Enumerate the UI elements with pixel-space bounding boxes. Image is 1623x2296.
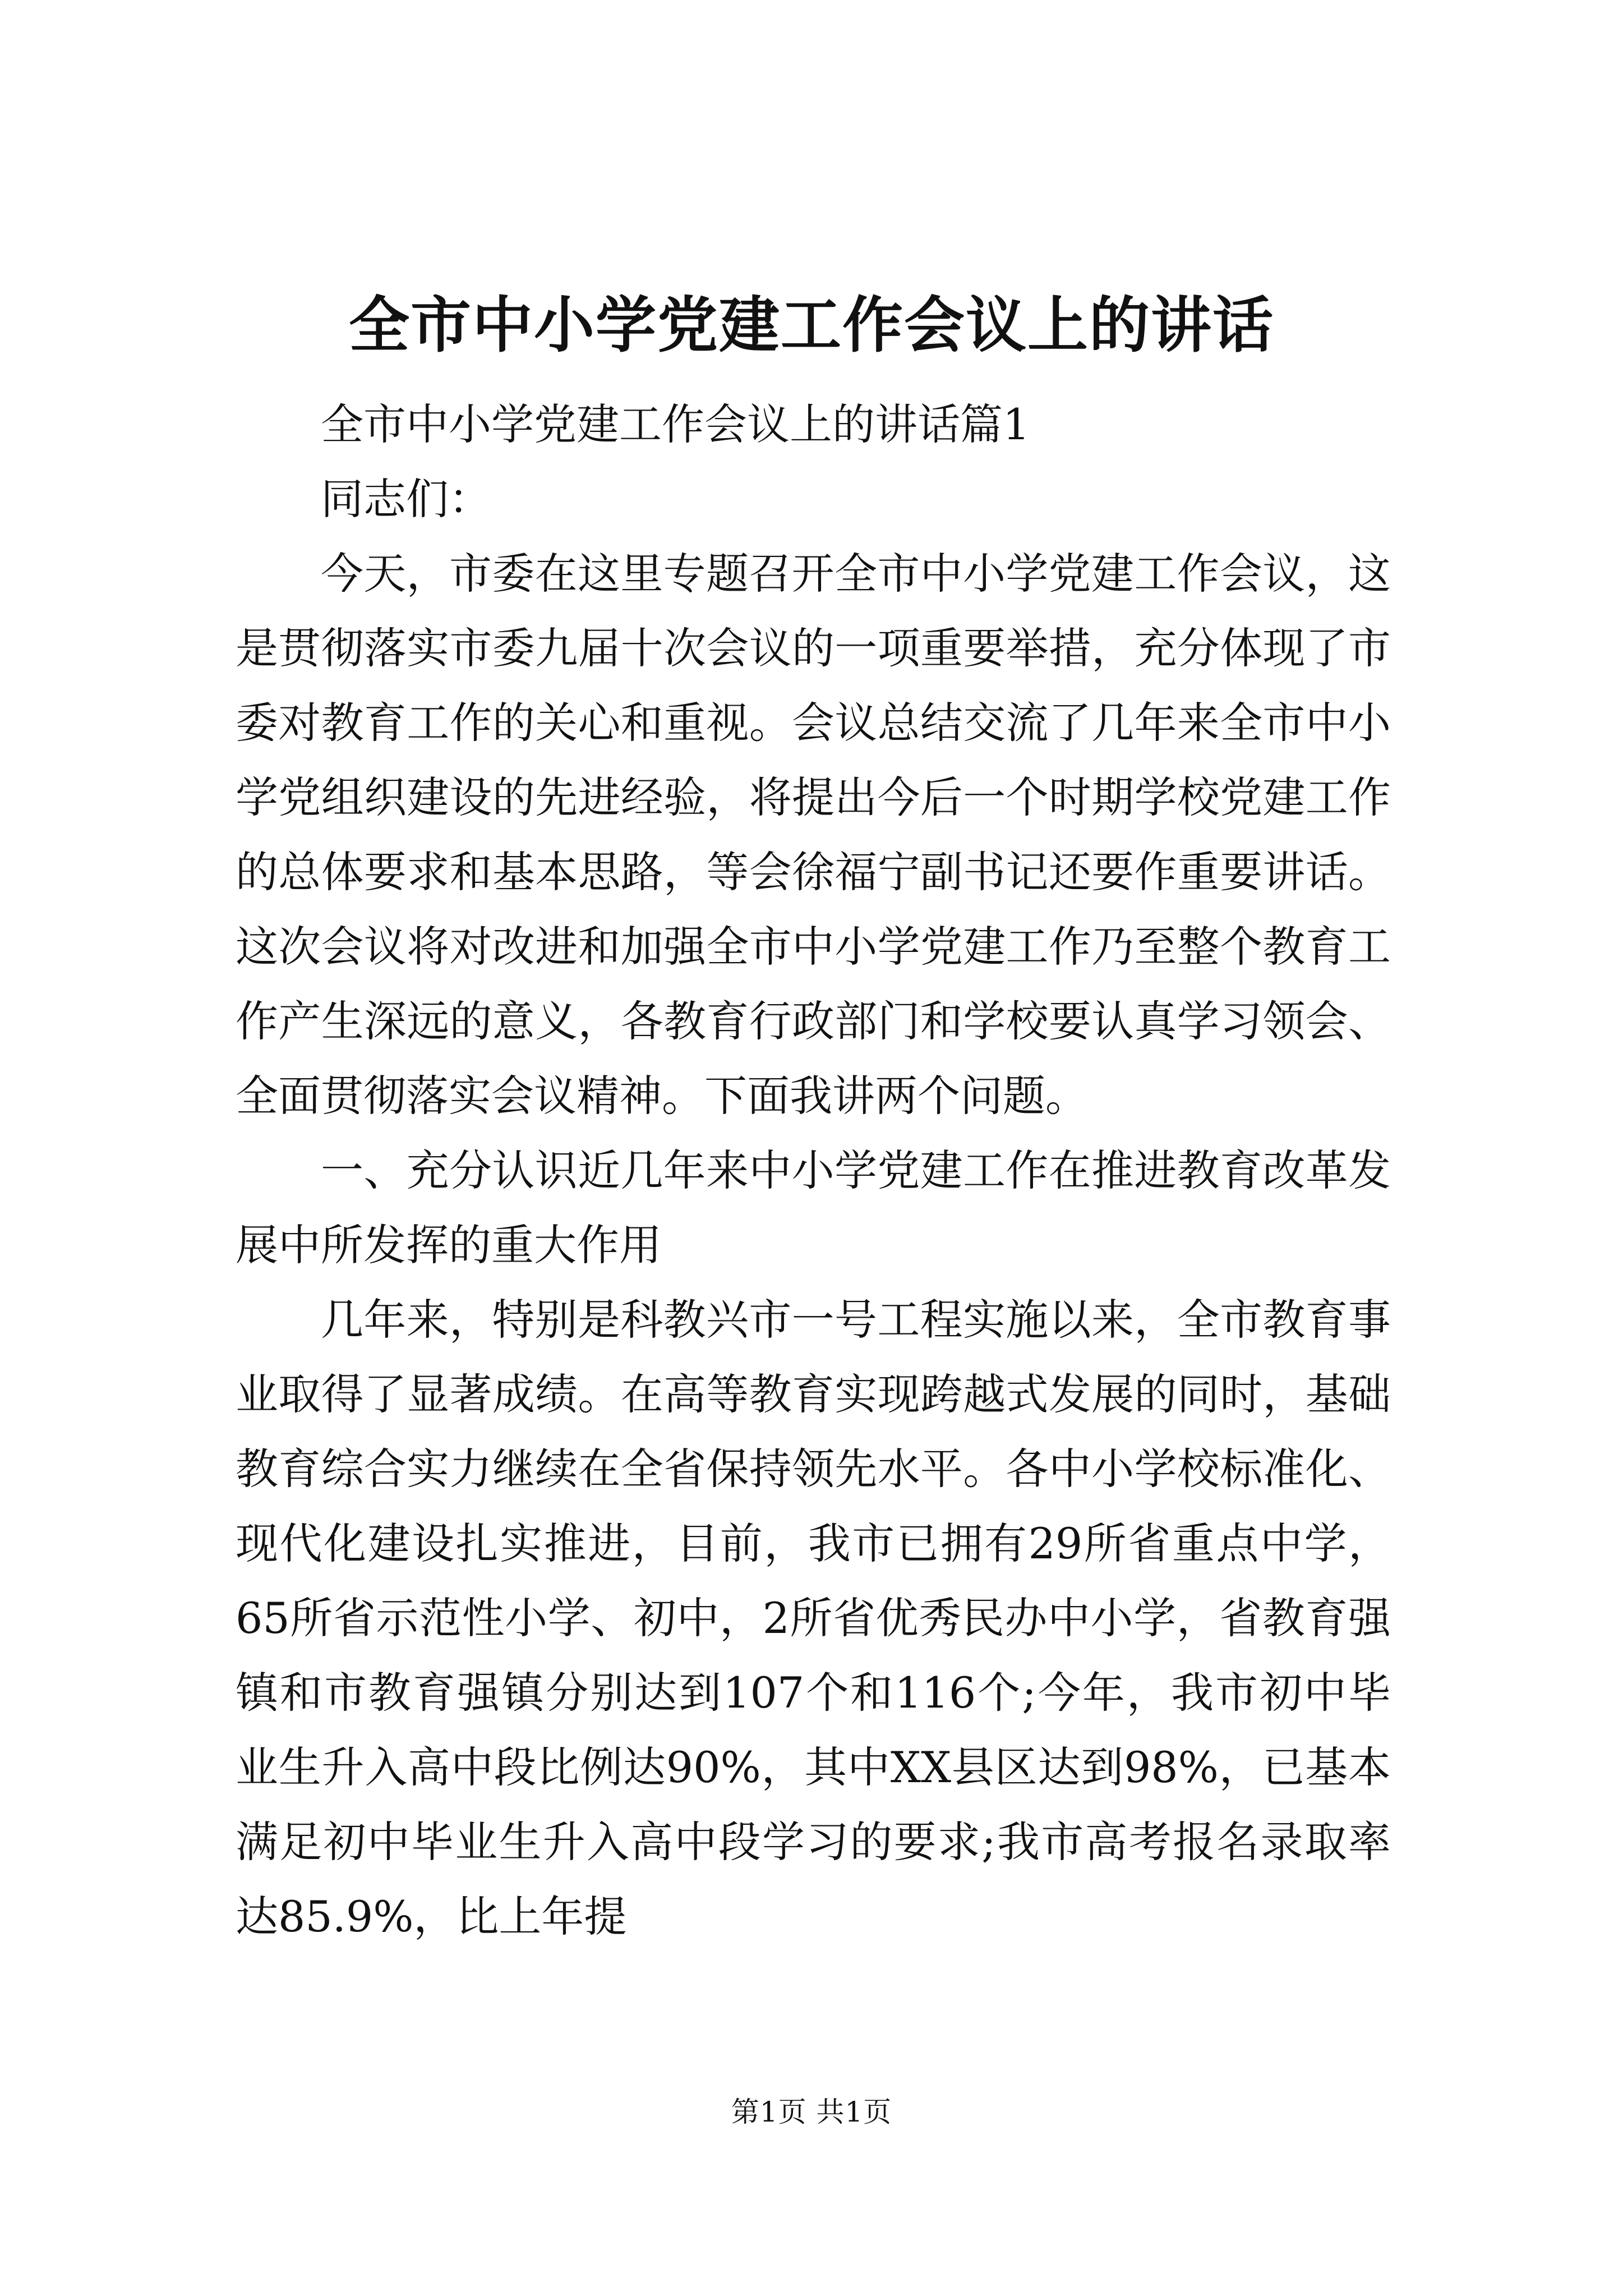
paragraph-achievements: 几年来，特别是科教兴市一号工程实施以来，全市教育事业取得了显著成绩。在高等教育实现跨越式发展的同时，基础教育综合实力继续在全省保持领先水平。各中小学校标准化、现代化建设扎实推进，目前，我市已拥有29所省重点中学，65所省示范性小学、初中，2所省优秀民办中小学，省教育强镇和市教育强镇分别达到107个和116个;今年，我市初中毕业生升入高中段比例达90%，其中XX县区达到98%，已基本满足初中毕业生升入高中段学习的要求;我市高考报名录取率达85.9%，比上年提: [236, 1295, 1391, 1941]
section-heading-1: 一、充分认识近几年来中小学党建工作在推进教育改革发展中所发挥的重大作用: [236, 1145, 1391, 1270]
paragraph-intro: 今天，市委在这里专题召开全市中小学党建工作会议，这是贯彻落实市委九届十次会议的一项重要举措，充分体现了市委对教育工作的关心和重视。会议总结交流了几年来全市中小学党组织建设的先进经验，将提出今后一个时期学校党建工作的总体要求和基本思路，等会徐福宁副书记还要作重要讲话。这次会议将对改进和加强全市中小学党建工作乃至整个教育工作产生深远的意义，各教育行政部门和学校要认真学习领会、全面贯彻落实会议精神。下面我讲两个问题。: [236, 549, 1391, 1121]
subtitle: 全市中小学党建工作会议上的讲话篇1: [321, 399, 1030, 449]
document-body: [236, 387, 1391, 1954]
page-footer: 第1页 共1页: [731, 2096, 892, 2128]
document-title: 全市中小学党建工作会议上的讲话: [348, 290, 1274, 361]
salutation: 同志们：: [321, 474, 491, 524]
